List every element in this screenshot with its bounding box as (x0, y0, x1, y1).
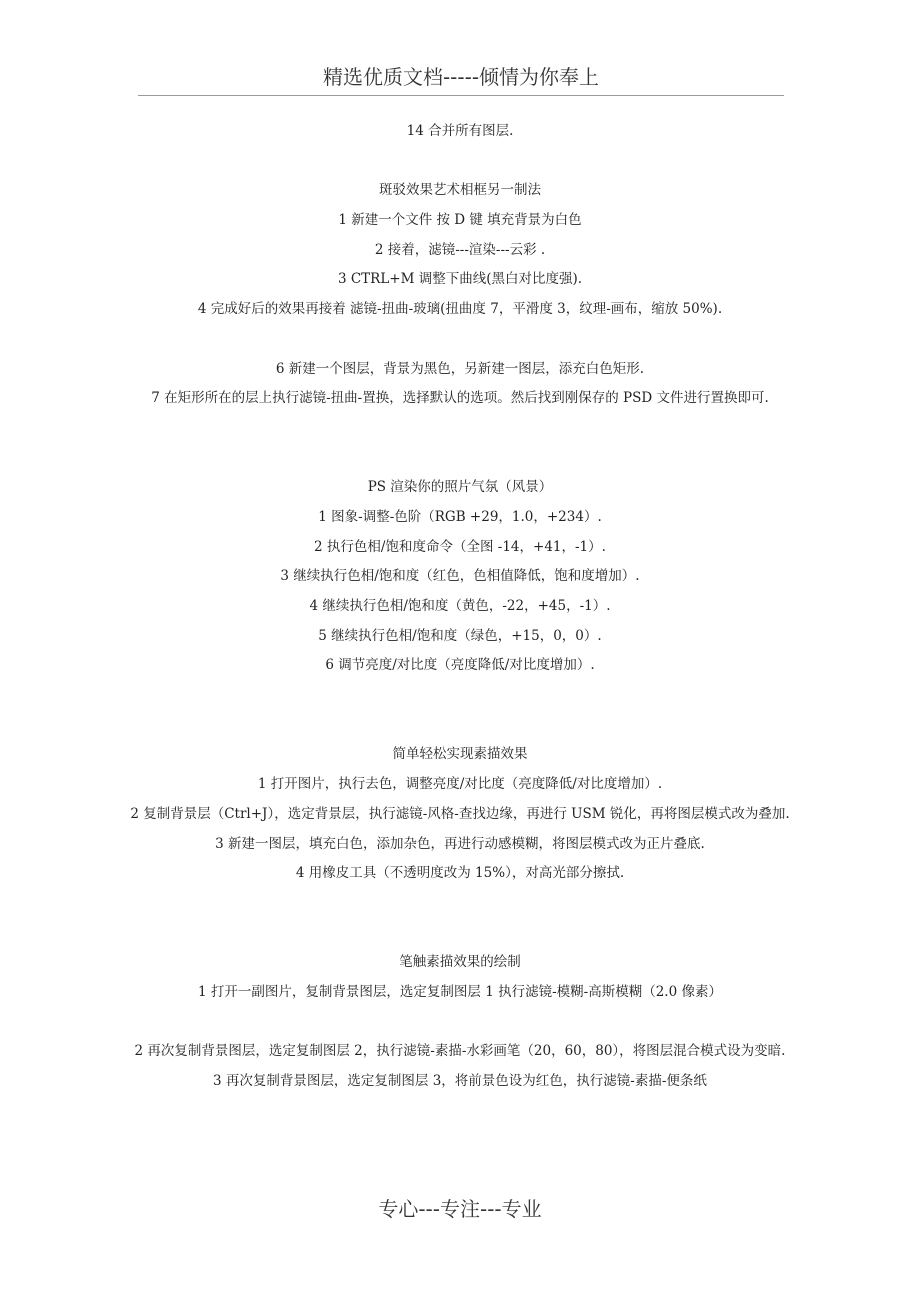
step-line: 1 打开图片，执行去色，调整亮度/对比度（亮度降低/对比度增加）. (257, 776, 663, 793)
blank-line (128, 1008, 792, 1038)
step-line: 4 用橡皮工具（不透明度改为 15%），对高光部分擦拭. (295, 865, 625, 882)
step-line: 2 接着，滤镜---渲染---云彩 . (374, 241, 546, 258)
document-body (128, 117, 792, 1097)
step-line: 3 再次复制背景图层，选定复制图层 3，将前景色设为红色，执行滤镜-素描-便条纸 (213, 1073, 707, 1090)
step-line: 2 复制背景层（Ctrl+J），选定背景层，执行滤镜-风格-查找边缘，再进行 USM 锐化，再将图层模式改为叠加. (130, 805, 790, 822)
step-line: 7 在矩形所在的层上执行滤镜-扭曲-置换，选择默认的选项。然后找到刚保存的 PSD 文件进行置换即可. (151, 390, 769, 407)
blank-line (128, 889, 792, 919)
step-line: 3 新建一图层，填充白色，添加杂色，再进行动感模糊，将图层模式改为正片叠底. (215, 835, 705, 852)
step-line: 3 继续执行色相/饱和度（红色，色相值降低，饱和度增加）. (280, 568, 640, 585)
blank-line (128, 919, 792, 949)
step-line: 3 CTRL+M 调整下曲线(黑白对比度强). (337, 271, 583, 288)
step-line: 14 合并所有图层. (406, 123, 514, 139)
page-header: 精选优质文档-----倾情为你奉上 (322, 65, 600, 89)
blank-line (128, 414, 792, 444)
step-line: 1 打开一副图片，复制背景图层，选定复制图层 1 执行滤镜-模糊-高斯模糊（2.0 像素） (198, 983, 722, 1000)
blank-line (128, 711, 792, 741)
step-line: 6 调节亮度/对比度（亮度降低/对比度增加）. (325, 657, 595, 674)
step-line: 4 继续执行色相/饱和度（黄色，-22，+45，-1）. (309, 598, 611, 615)
header-divider (138, 95, 784, 96)
blank-line (128, 147, 792, 177)
blank-line (128, 325, 792, 355)
section-title: PS 渲染你的照片气氛（风景） (367, 479, 553, 496)
blank-line (128, 681, 792, 711)
step-line: 6 新建一个图层，背景为黑色，另新建一图层，添充白色矩形. (275, 360, 645, 377)
page-footer: 专心---专注---专业 (378, 1197, 542, 1221)
blank-line (128, 444, 792, 474)
step-line: 2 执行色相/饱和度命令（全图 -14，+41，-1）. (314, 538, 606, 555)
step-line: 1 图象-调整-色阶（RGB +29，1.0，+234）. (318, 508, 602, 525)
step-line: 2 再次复制背景图层，选定复制图层 2，执行滤镜-素描-水彩画笔（20，60，80），将图层混合模式设为变暗. (134, 1043, 786, 1060)
step-line: 1 新建一个文件 按 D 键 填充背景为白色 (338, 212, 582, 229)
step-line: 4 完成好后的效果再接着 滤镜-扭曲-玻璃(扭曲度 7，平滑度 3，纹理-画布，缩放 50%). (197, 301, 723, 318)
section-title: 简单轻松实现素描效果 (392, 746, 528, 763)
section-title: 斑驳效果艺术相框另一制法 (379, 182, 541, 199)
step-line: 5 继续执行色相/饱和度（绿色，+15，0，0）. (318, 627, 602, 644)
section-title: 笔触素描效果的绘制 (399, 954, 521, 971)
